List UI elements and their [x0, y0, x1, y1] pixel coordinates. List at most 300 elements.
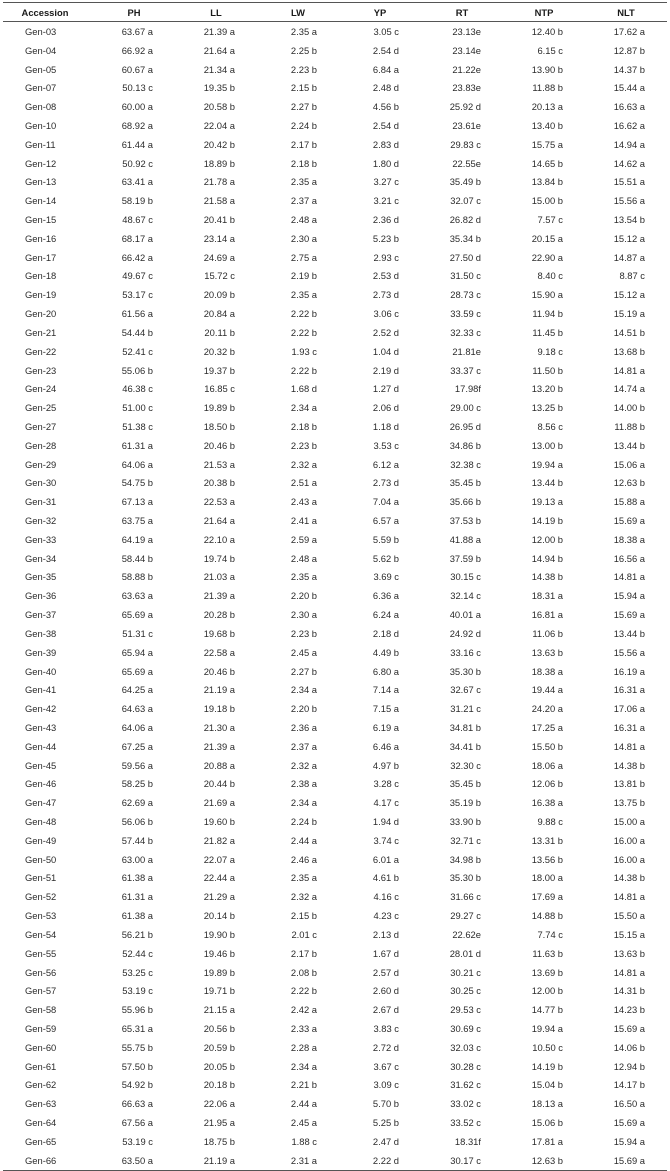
cell-yp: 3.21 c: [373, 195, 399, 207]
cell-ntp: 13.56 b: [531, 853, 563, 865]
cell-nlt: 18.38 a: [613, 533, 645, 545]
cell-accession: Gen-64: [25, 1117, 57, 1129]
cell-yp: 6.84 a: [372, 63, 399, 75]
cell-yp: 3.69 c: [373, 571, 399, 583]
cell-accession: Gen-13: [25, 176, 57, 188]
cell-rt: 22.62e: [452, 928, 481, 940]
cell-yp: 7.15 a: [372, 703, 399, 715]
cell-ll: 18.89 b: [203, 157, 235, 169]
cell-ph: 64.06 a: [121, 458, 153, 470]
cell-nlt: 15.12 a: [613, 289, 645, 301]
table-row: [3, 229, 667, 248]
cell-nlt: 14.37 b: [613, 63, 645, 75]
table-row: [3, 699, 667, 718]
cell-ntp: 15.90 a: [531, 289, 563, 301]
cell-ph: 63.50 a: [93, 1151, 175, 1170]
accession-traits-table: [3, 2, 667, 1171]
cell-yp: 3.27 c: [373, 176, 399, 188]
table-row: [3, 662, 667, 681]
cell-ntp: 14.38 b: [531, 571, 563, 583]
table-row: [3, 173, 667, 192]
cell-accession: Gen-63: [25, 1098, 57, 1110]
cell-rt: 23.13e: [452, 25, 481, 37]
cell-ntp: 13.63 b: [531, 646, 563, 658]
cell-yp: 2.73 d: [372, 289, 399, 301]
cell-nlt: 16.31 a: [613, 684, 645, 696]
cell-accession: Gen-23: [25, 364, 57, 376]
cell-yp: 7.04 a: [372, 496, 399, 508]
cell-accession: Gen-30: [25, 477, 57, 489]
cell-lw: 2.30 a: [290, 232, 317, 244]
cell-yp: 3.05 c: [373, 25, 399, 37]
cell-accession: Gen-44: [25, 740, 57, 752]
cell-ph: 61.38 a: [121, 872, 153, 884]
cell-nlt: 14.62 a: [613, 157, 645, 169]
table-row: [3, 41, 667, 60]
cell-accession: Gen-28: [25, 439, 57, 451]
cell-ph: 50.92 c: [122, 157, 153, 169]
cell-yp: 2.22 d: [339, 1151, 421, 1170]
cell-accession: Gen-37: [25, 609, 57, 621]
cell-ll: 21.64 a: [203, 44, 235, 56]
cell-nlt: 14.17 b: [613, 1079, 645, 1091]
cell-rt: 35.19 b: [449, 797, 481, 809]
cell-yp: 4.56 b: [372, 101, 399, 113]
cell-nlt: 15.44 a: [613, 82, 645, 94]
cell-ntp: 11.06 b: [532, 627, 563, 639]
cell-rt: 34.98 b: [449, 853, 481, 865]
table-row: [3, 248, 667, 267]
cell-yp: 3.67 c: [373, 1060, 399, 1072]
cell-rt: 33.02 c: [450, 1098, 481, 1110]
cell-rt: 35.66 b: [449, 496, 481, 508]
cell-lw: 2.22 b: [290, 985, 317, 997]
cell-yp: 5.70 b: [372, 1098, 399, 1110]
cell-lw: 1.68 d: [290, 383, 317, 395]
table-row: [3, 511, 667, 530]
table-row: [3, 812, 667, 831]
table-row: [3, 455, 667, 474]
cell-ll: 24.69 a: [203, 251, 235, 263]
cell-ll: 22.53 a: [203, 496, 235, 508]
cell-ph: 63.67 a: [121, 25, 153, 37]
cell-ntp: 20.15 a: [531, 232, 563, 244]
cell-rt: 26.82 d: [449, 214, 481, 226]
cell-ll: 19.89 b: [203, 402, 235, 414]
cell-lw: 2.45 a: [290, 646, 317, 658]
cell-lw: 2.30 a: [290, 609, 317, 621]
cell-ntp: 16.38 a: [531, 797, 563, 809]
cell-ph: 58.25 b: [121, 778, 153, 790]
cell-ph: 61.56 a: [121, 308, 153, 320]
cell-lw: 2.51 a: [290, 477, 317, 489]
cell-ll: 22.10 a: [203, 533, 235, 545]
table-row: [3, 906, 667, 925]
cell-ll: 21.58 a: [203, 195, 235, 207]
cell-rt: 17.98f: [454, 383, 481, 395]
cell-lw: 2.22 b: [290, 364, 317, 376]
cell-rt: 35.34 b: [449, 232, 481, 244]
cell-nlt: 14.00 b: [613, 402, 645, 414]
column-header-ntp: NTP: [503, 3, 585, 22]
cell-accession: Gen-33: [25, 533, 57, 545]
cell-lw: 2.32 a: [290, 759, 317, 771]
cell-accession: Gen-50: [25, 853, 57, 865]
cell-nlt: 11.88 b: [614, 420, 645, 432]
cell-rt: 33.90 b: [449, 816, 481, 828]
cell-ph: 67.25 a: [121, 740, 153, 752]
cell-accession: Gen-35: [25, 571, 57, 583]
cell-accession: Gen-58: [25, 1004, 57, 1016]
cell-rt: 32.71 c: [450, 834, 481, 846]
cell-nlt: 15.19 a: [613, 308, 645, 320]
cell-ntp: 13.44 b: [531, 477, 563, 489]
cell-yp: 6.36 a: [372, 590, 399, 602]
cell-ll: 21.19 a: [203, 684, 235, 696]
cell-accession: Gen-27: [25, 420, 57, 432]
cell-yp: 2.48 d: [372, 82, 399, 94]
cell-lw: 2.43 a: [290, 496, 317, 508]
cell-ll: 20.56 b: [203, 1022, 235, 1034]
cell-rt: 34.41 b: [449, 740, 481, 752]
cell-rt: 33.16 c: [450, 646, 481, 658]
table-row: [3, 474, 667, 493]
cell-ntp: 17.81 a: [531, 1135, 563, 1147]
cell-accession: Gen-29: [25, 458, 57, 470]
cell-nlt: 14.81 a: [613, 740, 645, 752]
cell-yp: 5.62 b: [372, 552, 399, 564]
cell-ntp: 24.20 a: [531, 703, 563, 715]
table-row: [3, 756, 667, 775]
cell-nlt: 12.63 b: [613, 477, 645, 489]
column-header-yp: YP: [339, 3, 421, 22]
cell-rt: 35.30 b: [449, 665, 481, 677]
cell-accession: Gen-66: [3, 1151, 93, 1170]
cell-rt: 30.28 c: [450, 1060, 481, 1072]
cell-ll: 20.32 b: [203, 345, 235, 357]
cell-accession: Gen-47: [25, 797, 57, 809]
cell-yp: 2.54 d: [372, 119, 399, 131]
cell-rt: 34.81 b: [449, 721, 481, 733]
cell-ll: 20.38 b: [203, 477, 235, 489]
cell-accession: Gen-04: [25, 44, 57, 56]
table-row: [3, 116, 667, 135]
cell-ntp: 16.81 a: [531, 609, 563, 621]
cell-nlt: 15.69 a: [613, 1022, 645, 1034]
column-header-accession: Accession: [3, 3, 93, 22]
cell-accession: Gen-61: [25, 1060, 57, 1072]
table-row: [3, 135, 667, 154]
cell-accession: Gen-11: [25, 138, 56, 150]
cell-rt: 33.59 c: [450, 308, 481, 320]
cell-ntp: 14.65 b: [531, 157, 563, 169]
cell-lw: 2.32 a: [290, 458, 317, 470]
table-row: [3, 775, 667, 794]
cell-ll: 19.71 b: [203, 985, 235, 997]
cell-accession: Gen-21: [25, 326, 57, 338]
cell-ntp: 8.56 c: [537, 420, 563, 432]
cell-ll: 20.05 b: [203, 1060, 235, 1072]
table-row: [3, 361, 667, 380]
cell-yp: 2.18 d: [372, 627, 399, 639]
cell-lw: 2.17 b: [290, 138, 317, 150]
cell-lw: 2.37 a: [290, 195, 317, 207]
cell-yp: 1.94 d: [372, 816, 399, 828]
cell-accession: Gen-20: [25, 308, 57, 320]
cell-ll: 19.68 b: [203, 627, 235, 639]
cell-ph: 56.06 b: [121, 816, 153, 828]
table-row: [3, 1019, 667, 1038]
table-row: [3, 191, 667, 210]
table-row: [3, 869, 667, 888]
cell-ll: 20.44 b: [203, 778, 235, 790]
cell-ph: 54.44 b: [121, 326, 153, 338]
cell-rt: 35.45 b: [449, 477, 481, 489]
cell-ntp: 8.40 c: [537, 270, 563, 282]
cell-ph: 57.50 b: [121, 1060, 153, 1072]
cell-ll: 21.03 a: [203, 571, 235, 583]
cell-lw: 2.41 a: [290, 515, 317, 527]
cell-ntp: 15.06 b: [531, 1117, 563, 1129]
cell-nlt: 15.94 a: [613, 1135, 645, 1147]
cell-ll: 21.39 a: [203, 740, 235, 752]
cell-accession: Gen-40: [25, 665, 57, 677]
table-row: [3, 210, 667, 229]
cell-yp: 3.83 c: [373, 1022, 399, 1034]
cell-rt: 32.33 c: [450, 326, 481, 338]
cell-accession: Gen-16: [25, 232, 57, 244]
cell-yp: 3.53 c: [373, 439, 399, 451]
table-row: [3, 154, 667, 173]
cell-yp: 6.01 a: [372, 853, 399, 865]
cell-lw: 2.45 a: [290, 1117, 317, 1129]
header-row: [3, 3, 667, 22]
cell-ntp: 17.69 a: [531, 891, 563, 903]
cell-ntp: 20.13 a: [531, 101, 563, 113]
cell-nlt: 14.81 a: [613, 966, 645, 978]
cell-lw: 1.88 c: [291, 1135, 317, 1147]
cell-accession: Gen-54: [25, 928, 57, 940]
cell-nlt: 15.56 a: [613, 646, 645, 658]
cell-ph: 63.00 a: [121, 853, 153, 865]
cell-ntp: 11.45 b: [532, 326, 563, 338]
cell-ntp: 12.40 b: [531, 25, 563, 37]
cell-ph: 66.63 a: [121, 1098, 153, 1110]
table-row: [3, 624, 667, 643]
cell-yp: 2.52 d: [372, 326, 399, 338]
cell-rt: 18.31f: [454, 1135, 481, 1147]
cell-yp: 4.49 b: [372, 646, 399, 658]
cell-ll: 23.14 a: [203, 232, 235, 244]
cell-nlt: 15.51 a: [613, 176, 645, 188]
cell-ntp: 11.94 b: [532, 308, 563, 320]
cell-ll: 19.46 b: [203, 947, 235, 959]
cell-ntp: 12.63 b: [503, 1151, 585, 1170]
cell-ph: 60.67 a: [121, 63, 153, 75]
cell-ntp: 12.06 b: [531, 778, 563, 790]
cell-ph: 53.19 c: [122, 985, 153, 997]
cell-accession: Gen-42: [25, 703, 57, 715]
cell-rt: 30.15 c: [450, 571, 481, 583]
cell-ll: 19.35 b: [203, 82, 235, 94]
cell-lw: 2.21 b: [290, 1079, 317, 1091]
cell-lw: 2.59 a: [290, 533, 317, 545]
cell-ph: 66.92 a: [121, 44, 153, 56]
cell-nlt: 13.81 b: [613, 778, 645, 790]
cell-yp: 4.17 c: [373, 797, 399, 809]
column-header-ph: PH: [93, 3, 175, 22]
cell-nlt: 14.74 a: [613, 383, 645, 395]
cell-ph: 66.42 a: [121, 251, 153, 263]
cell-ll: 19.18 b: [203, 703, 235, 715]
cell-nlt: 17.06 a: [613, 703, 645, 715]
cell-lw: 2.25 b: [290, 44, 317, 56]
cell-nlt: 16.50 a: [613, 1098, 645, 1110]
cell-ntp: 14.88 b: [531, 910, 563, 922]
cell-ntp: 18.00 a: [531, 872, 563, 884]
cell-ntp: 13.31 b: [531, 834, 563, 846]
cell-yp: 5.25 b: [372, 1117, 399, 1129]
table-row: [3, 530, 667, 549]
cell-lw: 2.20 b: [290, 703, 317, 715]
cell-yp: 4.61 b: [372, 872, 399, 884]
cell-rt: 33.37 c: [450, 364, 481, 376]
cell-ll: 19.90 b: [203, 928, 235, 940]
cell-lw: 2.23 b: [290, 439, 317, 451]
cell-ll: 21.29 a: [203, 891, 235, 903]
cell-rt: 29.00 c: [450, 402, 481, 414]
cell-rt: 29.83 c: [450, 138, 481, 150]
cell-ntp: 11.88 b: [532, 82, 563, 94]
cell-nlt: 12.87 b: [613, 44, 645, 56]
cell-lw: 2.19 b: [290, 270, 317, 282]
cell-nlt: 14.31 b: [613, 985, 645, 997]
cell-ll: 20.58 b: [203, 101, 235, 113]
cell-ll: 22.07 a: [203, 853, 235, 865]
cell-yp: 2.93 c: [373, 251, 399, 263]
cell-ph: 56.21 b: [121, 928, 153, 940]
cell-lw: 2.31 a: [257, 1151, 339, 1170]
cell-rt: 28.01 d: [449, 947, 481, 959]
cell-ntp: 14.19 b: [531, 1060, 563, 1072]
cell-lw: 2.18 b: [290, 420, 317, 432]
cell-nlt: 14.94 a: [613, 138, 645, 150]
cell-rt: 30.21 c: [450, 966, 481, 978]
cell-accession: Gen-24: [25, 383, 57, 395]
cell-rt: 32.67 c: [450, 684, 481, 696]
table-row: [3, 492, 667, 511]
cell-yp: 4.16 c: [373, 891, 399, 903]
cell-ll: 20.14 b: [203, 910, 235, 922]
cell-nlt: 14.87 a: [613, 251, 645, 263]
cell-rt: 30.25 c: [450, 985, 481, 997]
cell-accession: Gen-15: [25, 214, 57, 226]
cell-ntp: 19.44 a: [531, 684, 563, 696]
cell-accession: Gen-08: [25, 101, 57, 113]
cell-ll: 20.88 a: [203, 759, 235, 771]
cell-rt: 30.17 c: [421, 1151, 503, 1170]
table-row: [3, 718, 667, 737]
cell-lw: 2.34 a: [290, 684, 317, 696]
table-row: [3, 436, 667, 455]
cell-yp: 2.67 d: [372, 1004, 399, 1016]
cell-ph: 61.44 a: [121, 138, 153, 150]
cell-yp: 4.97 b: [372, 759, 399, 771]
table-row: [3, 22, 667, 41]
cell-nlt: 15.69 a: [585, 1151, 667, 1170]
cell-nlt: 15.69 a: [613, 1117, 645, 1129]
cell-rt: 23.14e: [452, 44, 481, 56]
cell-lw: 2.37 a: [290, 740, 317, 752]
cell-ntp: 17.25 a: [531, 721, 563, 733]
cell-ph: 65.94 a: [121, 646, 153, 658]
cell-ntp: 14.94 b: [531, 552, 563, 564]
cell-rt: 24.92 d: [449, 627, 481, 639]
cell-ntp: 15.50 b: [531, 740, 563, 752]
cell-ntp: 13.00 b: [531, 439, 563, 451]
cell-ph: 61.31 a: [121, 891, 153, 903]
cell-ph: 55.75 b: [121, 1041, 153, 1053]
cell-ph: 58.44 b: [121, 552, 153, 564]
cell-ll: 19.74 b: [203, 552, 235, 564]
cell-lw: 2.28 a: [290, 1041, 317, 1053]
cell-nlt: 16.56 a: [613, 552, 645, 564]
cell-lw: 2.75 a: [290, 251, 317, 263]
table-row: [3, 1076, 667, 1095]
cell-accession: Gen-48: [25, 816, 57, 828]
cell-ntp: 15.00 b: [531, 195, 563, 207]
cell-rt: 31.66 c: [450, 891, 481, 903]
cell-ph: 63.75 a: [121, 515, 153, 527]
cell-yp: 6.57 a: [372, 515, 399, 527]
cell-ll: 20.46 b: [203, 439, 235, 451]
cell-lw: 2.44 a: [290, 1098, 317, 1110]
cell-rt: 29.27 c: [450, 910, 481, 922]
cell-accession: Gen-43: [25, 721, 57, 733]
cell-yp: 1.67 d: [372, 947, 399, 959]
cell-ll: 21.82 a: [203, 834, 235, 846]
cell-ph: 57.44 b: [121, 834, 153, 846]
cell-lw: 2.46 a: [290, 853, 317, 865]
cell-nlt: 15.69 a: [613, 609, 645, 621]
cell-yp: 2.06 d: [372, 402, 399, 414]
cell-yp: 3.74 c: [373, 834, 399, 846]
cell-yp: 6.19 a: [372, 721, 399, 733]
cell-ph: 53.19 c: [122, 1135, 153, 1147]
cell-yp: 1.18 d: [372, 420, 399, 432]
cell-ntp: 12.00 b: [531, 533, 563, 545]
cell-nlt: 13.75 b: [613, 797, 645, 809]
cell-rt: 23.61e: [452, 119, 481, 131]
table-row: [3, 737, 667, 756]
table-row: [3, 417, 667, 436]
cell-accession: Gen-07: [25, 82, 57, 94]
cell-ph: 51.38 c: [122, 420, 153, 432]
cell-lw: 2.35 a: [290, 25, 317, 37]
cell-ph: 51.31 c: [122, 627, 153, 639]
cell-ph: 62.69 a: [121, 797, 153, 809]
cell-rt: 32.38 c: [450, 458, 481, 470]
cell-yp: 2.54 d: [372, 44, 399, 56]
cell-ntp: 13.90 b: [531, 63, 563, 75]
cell-ll: 20.84 a: [203, 308, 235, 320]
cell-ph: 51.00 c: [122, 402, 153, 414]
cell-nlt: 12.94 b: [613, 1060, 645, 1072]
cell-accession: Gen-49: [25, 834, 57, 846]
table-row: [3, 1057, 667, 1076]
cell-rt: 37.53 b: [449, 515, 481, 527]
cell-accession: Gen-55: [25, 947, 57, 959]
